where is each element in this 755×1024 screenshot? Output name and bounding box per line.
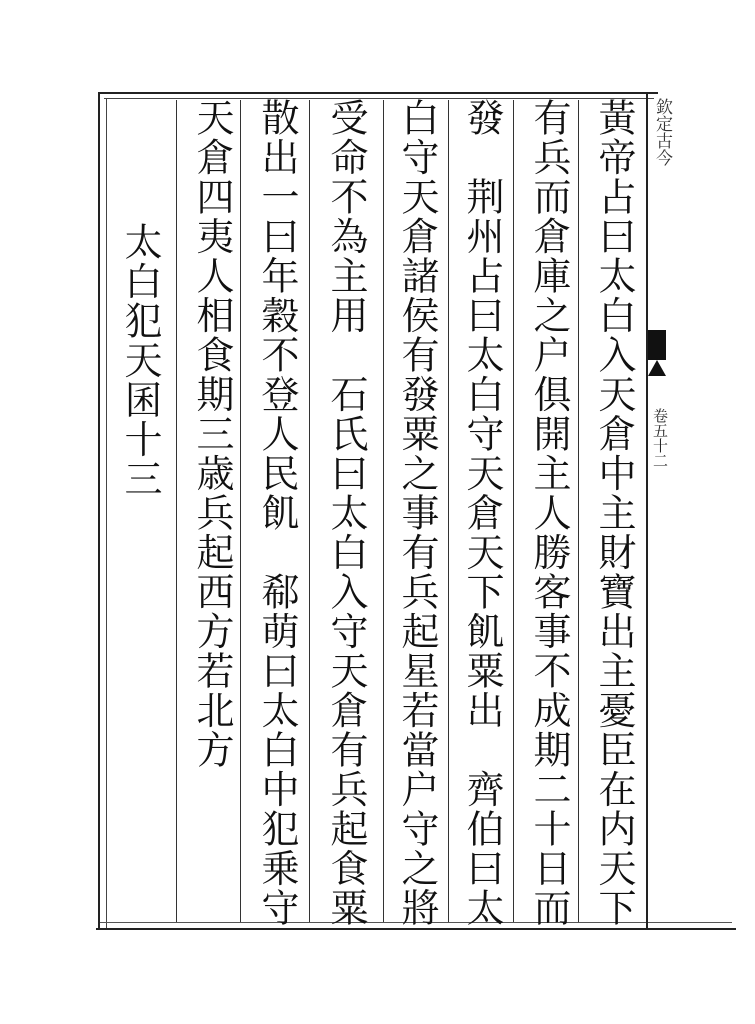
text-column-2: 有兵而倉庫之户俱開主人勝客事不成期二十日而 — [527, 98, 571, 928]
frame-top-inner-border — [104, 98, 654, 99]
column-divider — [383, 100, 384, 922]
text-column-4: 白守天倉諸侯有發粟之事有兵起星若當户守之將 — [395, 98, 439, 928]
column-divider — [513, 100, 514, 922]
column-divider — [578, 100, 579, 922]
text-column-7: 天倉四夷人相食期三歳兵起西方若北方 — [190, 98, 234, 770]
frame-left-inner-border — [106, 98, 107, 928]
column-divider — [448, 100, 449, 922]
text-column-5: 受命不為主用 石氏曰太白入守天倉有兵起食粟 — [324, 98, 368, 928]
text-column-1: 黃帝占曰太白入天倉中主財寶出主憂臣在内天下 — [592, 98, 636, 928]
margin-book-title: 欽定古今 — [652, 98, 672, 166]
frame-right-border — [646, 92, 648, 928]
column-divider — [176, 100, 177, 922]
margin-volume-label: 卷五十二 — [651, 408, 669, 468]
text-column-6: 散出一曰年穀不登人民飢 郗萌曰太白中犯乗守 — [255, 98, 299, 928]
column-divider — [240, 100, 241, 922]
frame-left-border — [98, 92, 100, 930]
text-column-3: 發 荆州占曰太白守天倉天下飢粟出 齊伯曰太 — [460, 98, 504, 928]
frame-bottom-border — [96, 928, 736, 930]
column-divider — [309, 100, 310, 922]
fish-tail-notch — [648, 360, 666, 376]
frame-top-border — [98, 92, 658, 94]
section-heading: 太白犯天囷十三 — [118, 222, 162, 499]
